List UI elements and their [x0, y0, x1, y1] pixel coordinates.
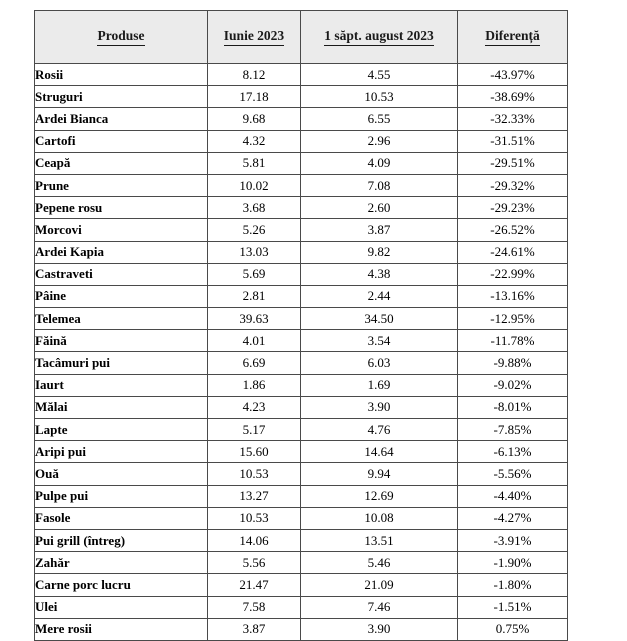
table-row [35, 197, 568, 219]
table-row [35, 441, 568, 463]
cell-product: Mălai [35, 396, 208, 418]
cell-june: 5.81 [208, 152, 301, 174]
cell-difference: 0.75% [458, 618, 568, 640]
cell-august: 9.94 [301, 463, 458, 485]
column-header-difference: Diferență [458, 11, 568, 64]
cell-product: Cartofi [35, 130, 208, 152]
cell-june: 5.17 [208, 419, 301, 441]
cell-product: Aripi pui [35, 441, 208, 463]
cell-august: 34.50 [301, 308, 458, 330]
cell-august: 9.82 [301, 241, 458, 263]
cell-product: Ceapă [35, 152, 208, 174]
cell-june: 21.47 [208, 574, 301, 596]
table-row [35, 152, 568, 174]
cell-august: 10.08 [301, 507, 458, 529]
cell-august: 13.51 [301, 529, 458, 551]
cell-august: 12.69 [301, 485, 458, 507]
cell-june: 8.12 [208, 64, 301, 86]
table-row [35, 241, 568, 263]
cell-june: 9.68 [208, 108, 301, 130]
table-header [35, 11, 568, 64]
cell-difference: -31.51% [458, 130, 568, 152]
cell-product: Castraveti [35, 263, 208, 285]
cell-product: Ulei [35, 596, 208, 618]
table-row [35, 130, 568, 152]
cell-august: 2.60 [301, 197, 458, 219]
cell-june: 6.69 [208, 352, 301, 374]
table-row [35, 463, 568, 485]
cell-june: 13.03 [208, 241, 301, 263]
cell-difference: -1.51% [458, 596, 568, 618]
table-row [35, 374, 568, 396]
cell-difference: -4.27% [458, 507, 568, 529]
cell-difference: -5.56% [458, 463, 568, 485]
cell-august: 10.53 [301, 86, 458, 108]
cell-difference: -13.16% [458, 285, 568, 307]
cell-difference: -38.69% [458, 86, 568, 108]
cell-june: 3.68 [208, 197, 301, 219]
cell-august: 4.76 [301, 419, 458, 441]
table-row [35, 596, 568, 618]
cell-august: 4.38 [301, 263, 458, 285]
cell-product: Lapte [35, 419, 208, 441]
cell-product: Prune [35, 174, 208, 196]
cell-august: 3.54 [301, 330, 458, 352]
cell-june: 5.56 [208, 552, 301, 574]
cell-august: 1.69 [301, 374, 458, 396]
table-row [35, 485, 568, 507]
price-table-container [34, 10, 567, 641]
cell-difference: -7.85% [458, 419, 568, 441]
cell-june: 3.87 [208, 618, 301, 640]
cell-difference: -1.90% [458, 552, 568, 574]
cell-difference: -4.40% [458, 485, 568, 507]
cell-june: 15.60 [208, 441, 301, 463]
cell-product: Zahăr [35, 552, 208, 574]
cell-august: 6.03 [301, 352, 458, 374]
cell-product: Rosii [35, 64, 208, 86]
cell-june: 13.27 [208, 485, 301, 507]
cell-june: 5.26 [208, 219, 301, 241]
cell-august: 14.64 [301, 441, 458, 463]
cell-august: 4.09 [301, 152, 458, 174]
header-row [35, 11, 568, 64]
table-row [35, 263, 568, 285]
table-row [35, 285, 568, 307]
cell-august: 2.44 [301, 285, 458, 307]
cell-june: 39.63 [208, 308, 301, 330]
table-row [35, 574, 568, 596]
cell-product: Carne porc lucru [35, 574, 208, 596]
table-row [35, 64, 568, 86]
cell-june: 4.23 [208, 396, 301, 418]
table-row [35, 174, 568, 196]
cell-difference: -9.02% [458, 374, 568, 396]
cell-june: 17.18 [208, 86, 301, 108]
cell-difference: -29.23% [458, 197, 568, 219]
table-row [35, 618, 568, 640]
table-row [35, 419, 568, 441]
cell-product: Făină [35, 330, 208, 352]
column-header-june: Iunie 2023 [208, 11, 301, 64]
cell-product: Fasole [35, 507, 208, 529]
price-comparison-table [34, 10, 568, 641]
cell-difference: -29.51% [458, 152, 568, 174]
cell-difference: -32.33% [458, 108, 568, 130]
cell-product: Ouă [35, 463, 208, 485]
cell-june: 4.32 [208, 130, 301, 152]
table-row [35, 396, 568, 418]
cell-product: Pâine [35, 285, 208, 307]
cell-june: 4.01 [208, 330, 301, 352]
cell-product: Pepene rosu [35, 197, 208, 219]
cell-june: 5.69 [208, 263, 301, 285]
cell-difference: -8.01% [458, 396, 568, 418]
cell-august: 3.90 [301, 396, 458, 418]
cell-product: Telemea [35, 308, 208, 330]
table-row [35, 330, 568, 352]
table-row [35, 507, 568, 529]
cell-difference: -1.80% [458, 574, 568, 596]
cell-august: 3.90 [301, 618, 458, 640]
cell-product: Ardei Kapia [35, 241, 208, 263]
cell-august: 5.46 [301, 552, 458, 574]
table-row [35, 308, 568, 330]
cell-august: 6.55 [301, 108, 458, 130]
cell-difference: -12.95% [458, 308, 568, 330]
cell-product: Struguri [35, 86, 208, 108]
cell-august: 2.96 [301, 130, 458, 152]
cell-june: 10.53 [208, 463, 301, 485]
cell-product: Mere rosii [35, 618, 208, 640]
cell-difference: -9.88% [458, 352, 568, 374]
cell-june: 10.02 [208, 174, 301, 196]
table-row [35, 529, 568, 551]
cell-difference: -3.91% [458, 529, 568, 551]
cell-product: Pulpe pui [35, 485, 208, 507]
cell-june: 1.86 [208, 374, 301, 396]
cell-difference: -26.52% [458, 219, 568, 241]
cell-difference: -24.61% [458, 241, 568, 263]
cell-june: 7.58 [208, 596, 301, 618]
cell-product: Morcovi [35, 219, 208, 241]
cell-august: 21.09 [301, 574, 458, 596]
cell-june: 2.81 [208, 285, 301, 307]
cell-product: Iaurt [35, 374, 208, 396]
table-row [35, 552, 568, 574]
cell-difference: -6.13% [458, 441, 568, 463]
column-header-august: 1 săpt. august 2023 [301, 11, 458, 64]
cell-difference: -43.97% [458, 64, 568, 86]
cell-product: Ardei Bianca [35, 108, 208, 130]
cell-june: 10.53 [208, 507, 301, 529]
table-row [35, 352, 568, 374]
cell-product: Tacâmuri pui [35, 352, 208, 374]
column-header-product: Produse [35, 11, 208, 64]
cell-august: 7.08 [301, 174, 458, 196]
cell-august: 3.87 [301, 219, 458, 241]
cell-june: 14.06 [208, 529, 301, 551]
table-row [35, 86, 568, 108]
table-body [35, 64, 568, 641]
cell-august: 4.55 [301, 64, 458, 86]
cell-difference: -29.32% [458, 174, 568, 196]
cell-august: 7.46 [301, 596, 458, 618]
cell-difference: -11.78% [458, 330, 568, 352]
cell-product: Pui grill (întreg) [35, 529, 208, 551]
table-row [35, 219, 568, 241]
cell-difference: -22.99% [458, 263, 568, 285]
table-row [35, 108, 568, 130]
